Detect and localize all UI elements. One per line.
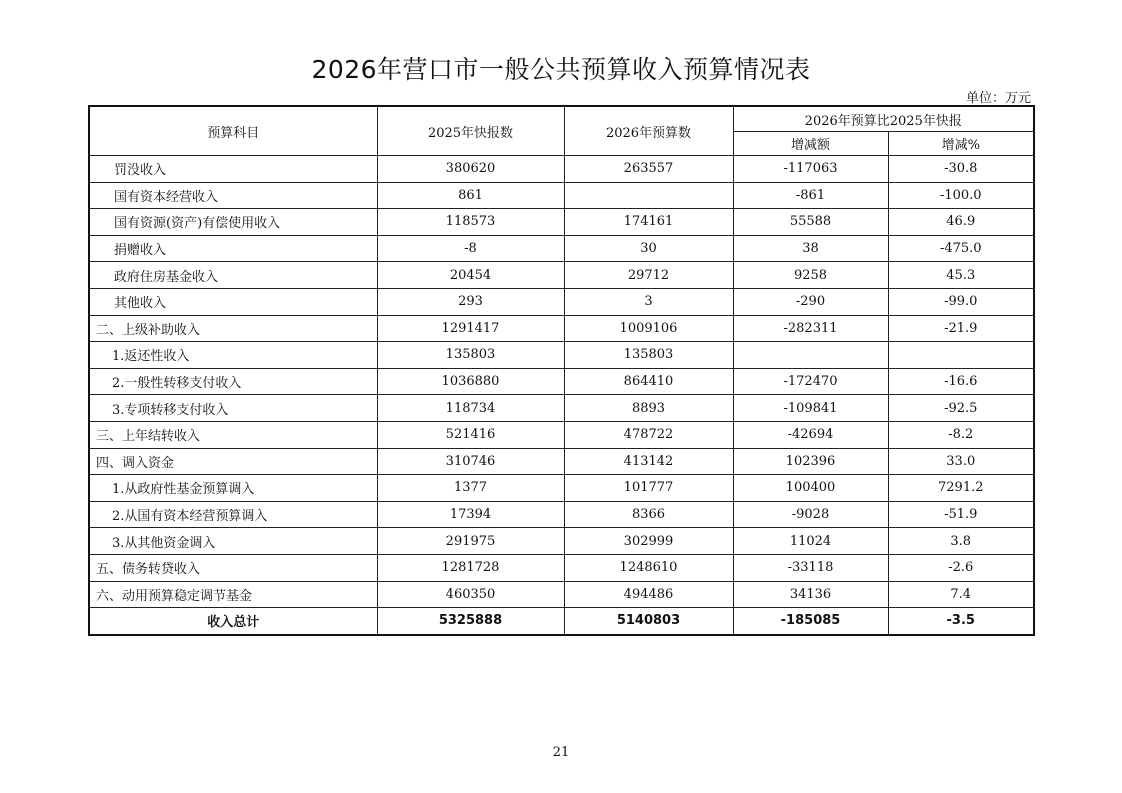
total-cell-change-amount: -185085: [733, 608, 888, 635]
cell-subject: 五、债务转贷收入: [89, 554, 377, 581]
cell-change-amount: -109841: [733, 395, 888, 422]
cell-change-amount: 11024: [733, 528, 888, 555]
cell-change-amount: -290: [733, 288, 888, 315]
cell-2025-value: 293: [377, 288, 564, 315]
cell-2026-value: 101777: [564, 475, 733, 502]
cell-2025-value: 1291417: [377, 315, 564, 342]
cell-subject: 其他收入: [89, 288, 377, 315]
cell-subject: 捐赠收入: [89, 235, 377, 262]
cell-2025-value: 861: [377, 182, 564, 209]
cell-2025-value: 118734: [377, 395, 564, 422]
table-row: [89, 368, 1034, 395]
cell-change-percent: -30.8: [888, 156, 1034, 183]
cell-change-percent: -51.9: [888, 501, 1034, 528]
cell-2025-value: 20454: [377, 262, 564, 289]
cell-2025-value: 310746: [377, 448, 564, 475]
cell-2025-value: 1036880: [377, 368, 564, 395]
cell-2026-value: 174161: [564, 209, 733, 236]
cell-change-percent: -8.2: [888, 421, 1034, 448]
cell-change-amount: 102396: [733, 448, 888, 475]
cell-subject: 三、上年结转收入: [89, 421, 377, 448]
cell-change-percent: -21.9: [888, 315, 1034, 342]
cell-change-percent: 3.8: [888, 528, 1034, 555]
cell-subject: 3.从其他资金调入: [89, 528, 377, 555]
cell-2026-value: 478722: [564, 421, 733, 448]
cell-change-percent: -100.0: [888, 182, 1034, 209]
cell-change-amount: -861: [733, 182, 888, 209]
cell-2026-value: 302999: [564, 528, 733, 555]
cell-change-amount: -117063: [733, 156, 888, 183]
total-cell-change-percent: -3.5: [888, 608, 1034, 635]
total-cell-subject: 收入总计: [89, 608, 377, 635]
cell-change-amount: 55588: [733, 209, 888, 236]
cell-subject: 2.一般性转移支付收入: [89, 368, 377, 395]
cell-change-percent: 45.3: [888, 262, 1034, 289]
table-row: [89, 421, 1034, 448]
cell-2026-value: 1009106: [564, 315, 733, 342]
cell-subject: 六、动用预算稳定调节基金: [89, 581, 377, 608]
cell-change-amount: 9258: [733, 262, 888, 289]
page-number: 21: [552, 745, 570, 760]
cell-2026-value: 3: [564, 288, 733, 315]
total-cell-2025-value: 5325888: [377, 608, 564, 635]
table-row: [89, 315, 1034, 342]
cell-2025-value: 521416: [377, 421, 564, 448]
table-body: [89, 156, 1034, 635]
cell-change-amount: -172470: [733, 368, 888, 395]
cell-2025-value: 291975: [377, 528, 564, 555]
cell-subject: 1.从政府性基金预算调入: [89, 475, 377, 502]
cell-2026-value: 29712: [564, 262, 733, 289]
total-row: [89, 608, 1034, 635]
table-row: [89, 342, 1034, 369]
cell-2026-value: 135803: [564, 342, 733, 369]
cell-2025-value: 17394: [377, 501, 564, 528]
budget-table: [88, 105, 1035, 636]
cell-change-percent: -99.0: [888, 288, 1034, 315]
cell-subject: 二、上级补助收入: [89, 315, 377, 342]
cell-2026-value: 413142: [564, 448, 733, 475]
unit-label: 单位：万元: [965, 91, 1031, 106]
table-row: [89, 581, 1034, 608]
table-row: [89, 209, 1034, 236]
header-subject: 预算科目: [89, 106, 377, 156]
header-2025-report: 2025年快报数: [377, 106, 564, 156]
cell-2025-value: 1281728: [377, 554, 564, 581]
cell-change-percent: 46.9: [888, 209, 1034, 236]
table-row: [89, 554, 1034, 581]
cell-2025-value: 460350: [377, 581, 564, 608]
cell-2025-value: -8: [377, 235, 564, 262]
cell-2026-value: 864410: [564, 368, 733, 395]
table-row: [89, 501, 1034, 528]
cell-change-percent: 33.0: [888, 448, 1034, 475]
cell-subject: 2.从国有资本经营预算调入: [89, 501, 377, 528]
cell-change-percent: -2.6: [888, 554, 1034, 581]
table-row: [89, 395, 1034, 422]
cell-2025-value: 380620: [377, 156, 564, 183]
cell-2026-value: 1248610: [564, 554, 733, 581]
table-row: [89, 528, 1034, 555]
cell-2026-value: 263557: [564, 156, 733, 183]
cell-subject: 国有资本经营收入: [89, 182, 377, 209]
cell-2026-value: 8893: [564, 395, 733, 422]
cell-change-amount: 100400: [733, 475, 888, 502]
cell-change-amount: -33118: [733, 554, 888, 581]
table-row: [89, 448, 1034, 475]
cell-change-amount: -282311: [733, 315, 888, 342]
cell-2026-value: 494486: [564, 581, 733, 608]
table-row: [89, 156, 1034, 183]
cell-change-percent: -475.0: [888, 235, 1034, 262]
header-change-percent: 增减%: [888, 132, 1034, 156]
cell-change-percent: 7291.2: [888, 475, 1034, 502]
cell-change-percent: 7.4: [888, 581, 1034, 608]
cell-2026-value: 30: [564, 235, 733, 262]
cell-subject: 四、调入资金: [89, 448, 377, 475]
cell-subject: 3.专项转移支付收入: [89, 395, 377, 422]
cell-subject: 1.返还性收入: [89, 342, 377, 369]
cell-subject: 国有资源(资产)有偿使用收入: [89, 209, 377, 236]
table-row: [89, 288, 1034, 315]
cell-change-amount: -42694: [733, 421, 888, 448]
table-row: [89, 235, 1034, 262]
total-cell-2026-value: 5140803: [564, 608, 733, 635]
cell-2025-value: 118573: [377, 209, 564, 236]
cell-subject: 政府住房基金收入: [89, 262, 377, 289]
cell-2026-value: [564, 182, 733, 209]
header-comparison-group: 2026年预算比2025年快报: [733, 106, 1034, 132]
table-row: [89, 182, 1034, 209]
cell-2025-value: 1377: [377, 475, 564, 502]
cell-change-percent: [888, 342, 1034, 369]
cell-change-amount: 38: [733, 235, 888, 262]
cell-change-percent: -16.6: [888, 368, 1034, 395]
table-row: [89, 475, 1034, 502]
cell-change-amount: -9028: [733, 501, 888, 528]
page-title: 2026年营口市一般公共预算收入预算情况表: [311, 55, 811, 84]
table-row: [89, 262, 1034, 289]
cell-change-amount: 34136: [733, 581, 888, 608]
cell-change-amount: [733, 342, 888, 369]
header-change-amount: 增减额: [733, 132, 888, 156]
cell-subject: 罚没收入: [89, 156, 377, 183]
cell-2025-value: 135803: [377, 342, 564, 369]
cell-change-percent: -92.5: [888, 395, 1034, 422]
cell-2026-value: 8366: [564, 501, 733, 528]
header-2026-budget: 2026年预算数: [564, 106, 733, 156]
